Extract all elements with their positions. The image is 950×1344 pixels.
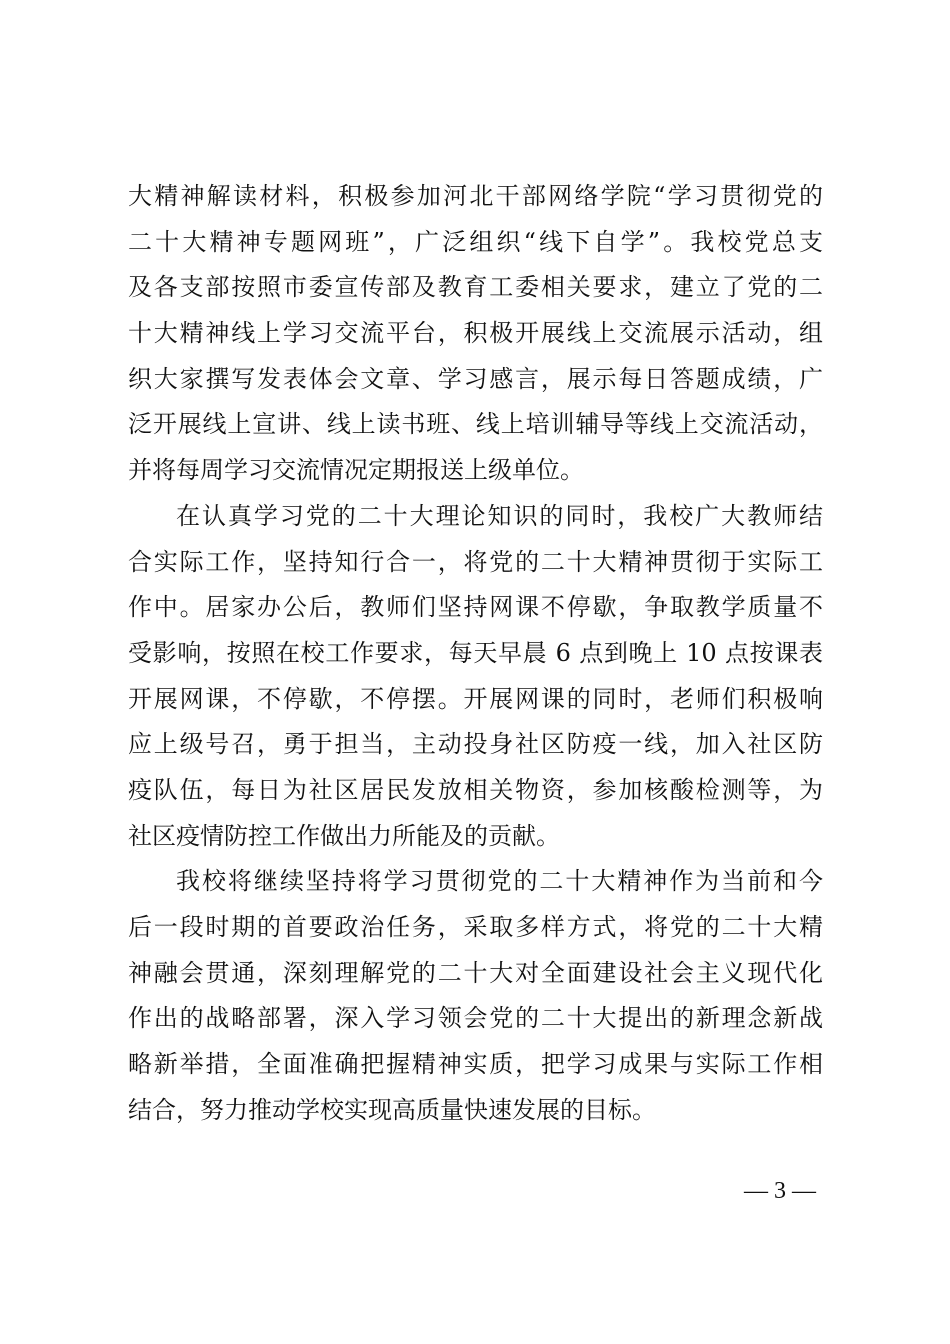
text-line: 略新举措，全面准确把握精神实质，把学习成果与实际工作相 — [128, 1050, 823, 1079]
page-number: — 3 — — [744, 1178, 816, 1204]
text-line: 后一段时期的首要政治任务，采取多样方式，将党的二十大精 — [128, 913, 823, 941]
text-line: 泛开展线上宣讲、线上读书班、线上培训辅导等线上交流活动， — [128, 410, 823, 439]
text-line: 并将每周学习交流情况定期报送上级单位。 — [128, 456, 584, 485]
text-line: 受影响，按照在校工作要求，每天早晨 6 点到晚上 10 点按课表 — [128, 638, 823, 667]
text-line: 大精神解读材料，积极参加河北干部网络学院“学习贯彻党的 — [128, 182, 823, 210]
text-line: 开展网课，不停歇，不停摆。开展网课的同时，老师们积极响 — [128, 684, 823, 713]
paragraph-2 — [128, 494, 823, 860]
paragraph-1 — [128, 174, 823, 494]
text-line: 结合，努力推动学校实现高质量快速发展的目标。 — [128, 1095, 656, 1124]
paragraph-3 — [128, 859, 823, 1133]
text-line: 织大家撰写发表体会文章、学习感言，展示每日答题成绩，广 — [128, 364, 823, 393]
text-line: 神融会贯通，深刻理解党的二十大对全面建设社会主义现代化 — [128, 958, 823, 987]
text-line: 应上级号召，勇于担当，主动投身社区防疫一线，加入社区防 — [128, 730, 823, 759]
text-line: 疫队伍，每日为社区居民发放相关物资，参加核酸检测等，为 — [128, 775, 823, 804]
text-line: 十大精神线上学习交流平台，积极开展线上交流展示活动，组 — [128, 319, 823, 348]
text-line: 我校将继续坚持将学习贯彻党的二十大精神作为当前和今 — [176, 867, 823, 896]
text-line: 合实际工作，坚持知行合一，将党的二十大精神贯彻于实际工 — [128, 547, 823, 576]
text-line: 在认真学习党的二十大理论知识的同时，我校广大教师结 — [176, 501, 823, 530]
text-line: 及各支部按照市委宣传部及教育工委相关要求，建立了党的二 — [128, 273, 823, 302]
text-line: 社区疫情防控工作做出力所能及的贡献。 — [128, 821, 560, 850]
text-line: 作出的战略部署，深入学习领会党的二十大提出的新理念新战 — [128, 1004, 823, 1033]
body-text — [128, 174, 823, 1133]
text-line: 二十大精神专题网班”，广泛组织“线下自学”。我校党总支 — [128, 227, 823, 256]
text-line: 作中。居家办公后，教师们坚持网课不停歇，争取教学质量不 — [128, 593, 823, 622]
